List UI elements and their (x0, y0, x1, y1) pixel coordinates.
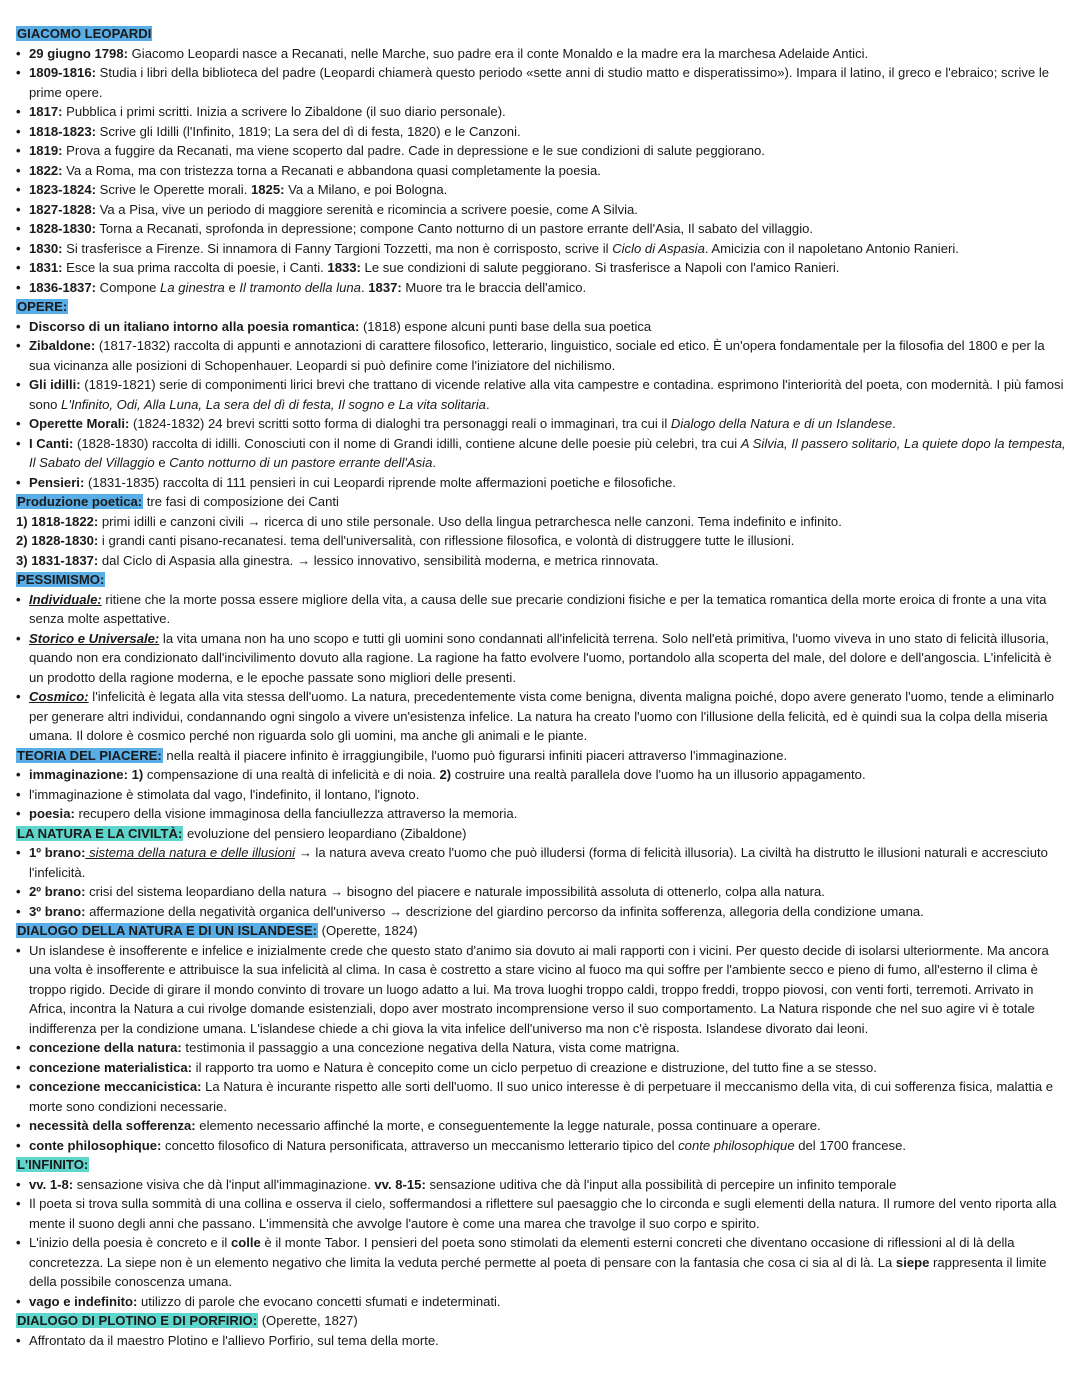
islandese-concezione-natura: • concezione della natura: testimonia il passaggio a una concezione negativa della Natura, vista come matrigna. (16, 1038, 1066, 1058)
bio-item-6: • 1823-1824: Scrive le Operette morali. 1825: Va a Milano, e poi Bologna. (16, 180, 1066, 200)
infinito-paragrafo-1: • Il poeta si trova sulla sommità di una collina e osserva il cielo, soffermandosi a riflettere sul paesaggio che lo circonda e sugli elementi della natura. Il rumore del vento riporta alla mente il suono degli anni che passano. L'immensità che avvolge l'autore è come una marea che travolge il suo corpo e spirito. (16, 1194, 1066, 1233)
islandese-concezione-meccanicistica: • concezione meccanicistica: La Natura è incurante rispetto alle sorti dell'uomo. Il suo unico interesse è di perpetuare il meccanismo della vita, di cui sofferenza fisica, malattia e morte sono condizioni necessarie. (16, 1077, 1066, 1116)
opere-zibaldone: • Zibaldone: (1817-1832) raccolta di appunti e annotazioni di carattere filosofico, letterario, linguistico, sociale ed etico. È un'opera fondamentale per la filosofia del 1800 e per la sua vicinanza alle posizioni di Schopenhauer. Leopardi si può definire come l'iniziatore del nichilismo. (16, 336, 1066, 375)
section-produzione (16, 492, 1066, 570)
pessimismo-individuale: • Individuale: ritiene che la morte possa essere migliore della vita, a causa delle sue precarie condizioni fisiche e per la tematica romantica della morte eroica di fronte a una vita senza molte aspettative. (16, 590, 1066, 629)
piacere-poesia: • poesia: recupero della visione immaginosa della fanciullezza attraverso la memoria. (16, 804, 1066, 824)
islandese-conte-philosophique: • conte philosophique: concetto filosofico di Natura personificata, attraverso un meccanismo letterario tipico del conte philosophique del 1700 francese. (16, 1136, 1066, 1156)
opere-idilli: • Gli idilli: (1819-1821) serie di componimenti lirici brevi che trattano di vicende relative alla vita campestre e contadina. esprimono l'interiorità del poeta, con modernità. I più famosi sono L'Infinito, Odi, Alla Luna, La sera del dì di festa, Il sogno e La vita solitaria. (16, 375, 1066, 414)
bio-item-10: • 1831: Esce la sua prima raccolta di poesie, i Canti. 1833: Le sue condizioni di salute peggiorano. Si trasferisce a Napoli con l'amico Ranieri. (16, 258, 1066, 278)
piacere-stimolata: • l'immaginazione è stimolata dal vago, l'indefinito, il lontano, l'ignoto. (16, 785, 1066, 805)
heading-pessimismo: PESSIMISMO: (17, 572, 105, 587)
bio-item-1: • 1809-1816: Studia i libri della biblioteca del padre (Leopardi chiamerà questo periodo «sette anni di studio matto e disperatissimo»). Impara il latino, il greco e l'ebraico; scrive le prime opere. (16, 63, 1066, 102)
opere-pensieri: • Pensieri: (1831-1835) raccolta di 111 pensieri in cui Leopardi riprende molte affermazioni poetiche e filosofiche. (16, 473, 1066, 493)
heading-teoria-del-piacere: TEORIA DEL PIACERE: (17, 747, 162, 763)
islandese-story: • Un islandese è insofferente e infelice e inizialmente crede che questo stato d'animo sia dovuto ai mali rapporti con i vicini. Per questo decide di isolarsi ulteriormente. Ma ancora una volta è insofferente e attribuisce la sua infelicità al clima. In casa è costretto a stare vicino al fuoco ma qui soffre per l'ambiente secco e pieno di fumo, all'esterno il clima è troppo rigido. Decide di girare il mondo convinto di trovare un luogo adatto a lui. Ma trova luoghi troppo caldi, troppo freddi, troppo piovosi, con venti forti, terremoti. Arrivato in Africa, incontra la Natura a cui rivolge domande esistenziali, dopo aver mostrato incomprensione verso il suo comportamento. La Natura risponde che nel suo agire vi è totale indifferenza per la condizione umana. L'islandese chiede a chi giova la vita infelice dell'universo ma non c'è risposta. Islandese divorato dai leoni. (16, 941, 1066, 1039)
plotino-item: • Affrontato da il maestro Plotino e l'allievo Porfirio, sul tema della morte. (16, 1331, 1066, 1351)
pessimismo-storico: • Storico e Universale: la vita umana non ha uno scopo e tutti gli uomini sono condannati all'infelicità terrena. Solo nell'età primitiva, l'uomo viveva in uno stato di felicità illusoria, quando non era condizionato dall'incivilimento dovuto alla ragione. La ragione ha fatto evolvere l'uomo, portandolo alla scoperta del male, del dolore e dell'angoscia. L'infelicità è un prodotto della ragione moderna, e le epoche passate sono migliori delle presenti. (16, 629, 1066, 688)
heading-dialogo-islandese: DIALOGO DELLA NATURA E DI UN ISLANDESE: (17, 923, 317, 938)
heading-natura-e-civilta: LA NATURA E LA CIVILTÀ: (17, 825, 183, 841)
infinito-vago-indefinito: • vago e indefinito: utilizzo di parole che evocano concetti sfumati e indeterminati. (16, 1292, 1066, 1312)
section-pessimismo (16, 570, 1066, 746)
section-piacere (16, 746, 1066, 824)
bio-item-0: • 29 giugno 1798: Giacomo Leopardi nasce a Recanati, nelle Marche, suo padre era il conte Monaldo e la madre era la marchesa Adelaide Antici. (16, 44, 1066, 64)
bio-item-7: • 1827-1828: Va a Pisa, vive un periodo di maggiore serenità e ricomincia a scrivere poesie, come A Silvia. (16, 200, 1066, 220)
infinito-versi: • vv. 1-8: sensazione visiva che dà l'input all'immaginazione. vv. 8-15: sensazione uditiva che dà l'input alla possibilità di percepire un infinito temporale (16, 1175, 1066, 1195)
bio-item-3: • 1818-1823: Scrive gli Idilli (l'Infinito, 1819; La sera del dì di festa, 1820) e le Canzoni. (16, 122, 1066, 142)
opere-discorso: • Discorso di un italiano intorno alla poesia romantica: (1818) espone alcuni punti base della sua poetica (16, 317, 1066, 337)
natura-brano-2: • 2º brano: crisi del sistema leopardiano della natura → bisogno del piacere e naturale impossibilità assoluta di ottenerlo, colpa alla natura. (16, 882, 1066, 902)
heading-giacomo-leopardi: GIACOMO LEOPARDI (17, 26, 152, 41)
opere-operette: • Operette Morali: (1824-1832) 24 brevi scritti sotto forma di dialoghi tra personaggi reali o immaginari, tra cui il Dialogo della Natura e di un Islandese. (16, 414, 1066, 434)
section-islandese (16, 921, 1066, 1155)
section-plotino (16, 1311, 1066, 1350)
section-bio (16, 24, 1066, 297)
produzione-phase-2: 2) 1828-1830: i grandi canti pisano-recanatesi. tema dell'universalità, con riflessione filosofica, e volontà di distruggere tutte le illusioni. (16, 533, 795, 548)
produzione-phase-3: 3) 1831-1837: dal Ciclo di Aspasia alla ginestra. → lessico innovativo, sensibilità moderna, e metrica rinnovata. (16, 552, 659, 568)
infinito-paragrafo-2: • L'inizio della poesia è concreto e il colle è il monte Tabor. I pensieri del poeta sono stimolati da elementi esterni concreti che diventano occasione di riflessioni al di là della concretezza. La siepe non è un elemento negativo che limita la veduta perché permette al poeta di pensare con la fantasia che cosa ci sia al di là. La siepe rappresenta il limite della possibile conoscenza umana. (16, 1233, 1066, 1292)
islandese-necessita-sofferenza: • necessità della sofferenza: elemento necessario affinché la morte, e conseguentemente la legge naturale, possa continuare a operare. (16, 1116, 1066, 1136)
islandese-concezione-materialistica: • concezione materialistica: il rapporto tra uomo e Natura è concepito come un ciclo perpetuo di creazione e distruzione, del tutto fine a se stesso. (16, 1058, 1066, 1078)
piacere-heading-line: TEORIA DEL PIACERE: nella realtà il piacere infinito è irraggiungibile, l'uomo può figurarsi infiniti piaceri attraverso l'immaginazione. (17, 747, 788, 763)
heading-dialogo-plotino-porfirio: DIALOGO DI PLOTINO E DI PORFIRIO: (17, 1313, 258, 1328)
bio-item-5: • 1822: Va a Roma, ma con tristezza torna a Recanati e abbandona quasi completamente la poesia. (16, 161, 1066, 181)
piacere-immaginazione: • immaginazione: 1) compensazione di una realtà di infelicità e di noia. 2) costruire una realtà parallela dove l'uomo ha un illusorio appagamento. (16, 765, 1066, 785)
heading-produzione-poetica: Produzione poetica: (17, 494, 143, 509)
produzione-phase-1: 1) 1818-1822: primi idilli e canzoni civili → ricerca di uno stile personale. Uso della lingua petrarchesca nelle canzoni. Tema indefinito e infinito. (16, 513, 842, 529)
bio-item-4: • 1819: Prova a fuggire da Recanati, ma viene scoperto dal padre. Cade in depressione e le sue condizioni di salute peggiorano. (16, 141, 1066, 161)
section-natura-civilta (16, 824, 1066, 922)
section-infinito (16, 1155, 1066, 1311)
islandese-heading-line: DIALOGO DELLA NATURA E DI UN ISLANDESE: (Operette, 1824) (17, 923, 418, 938)
opere-canti: • I Canti: (1828-1830) raccolta di idilli. Conosciuti con il nome di Grandi idilli, contiene alcune delle poesie più celebri, tra cui A Silvia, Il passero solitario, La quiete dopo la tempesta, Il Sabato del Villaggio e Canto notturno di un pastore errante dell'Asia. (16, 434, 1066, 473)
natura-brano-1: • 1º brano: sistema della natura e delle illusioni → la natura aveva creato l'uomo che può illudersi (forma di felicità illusoria). La civiltà ha distrutto le illusioni naturali e accresciuto l'infelicità. (16, 843, 1066, 882)
heading-opere: OPERE: (17, 299, 68, 314)
heading-infinito: L'INFINITO: (17, 1157, 89, 1172)
natura-brano-3: • 3º brano: affermazione della negatività organica dell'universo → descrizione del giardino percorso da infinita sofferenza, allegoria della condizione umana. (16, 902, 1066, 922)
bio-item-8: • 1828-1830: Torna a Recanati, sprofonda in depressione; compone Canto notturno di un pastore errante dell'Asia, Il sabato del villaggio. (16, 219, 1066, 239)
section-opere (16, 297, 1066, 492)
bio-item-9: • 1830: Si trasferisce a Firenze. Si innamora di Fanny Targioni Tozzetti, ma non è corrisposto, scrive il Ciclo di Aspasia. Amicizia con il napoletano Antonio Ranieri. (16, 239, 1066, 259)
natura-heading-line: LA NATURA E LA CIVILTÀ: evoluzione del pensiero leopardiano (Zibaldone) (17, 825, 467, 841)
bio-item-2: • 1817: Pubblica i primi scritti. Inizia a scrivere lo Zibaldone (il suo diario personale). (16, 102, 1066, 122)
bio-item-11: • 1836-1837: Compone La ginestra e Il tramonto della luna. 1837: Muore tra le braccia dell'amico. (16, 278, 1066, 298)
pessimismo-cosmico: • Cosmico: l'infelicità è legata alla vita stessa dell'uomo. La natura, precedentemente vista come benigna, diventa maligna poiché, dopo avere generato l'uomo, tende a eliminarlo per generare altri individui, condannando ogni singolo a vivere un'esistenza infelice. La natura ha creato l'uomo con l'illusione della felicità, ed è quindi sua la colpa della miseria umana. Il dolore è cosmico perché non riguarda solo gli uomini, ma anche gli animali e le piante. (16, 687, 1066, 746)
plotino-heading-line: DIALOGO DI PLOTINO E DI PORFIRIO: (Operette, 1827) (17, 1313, 358, 1328)
produzione-heading-line: Produzione poetica: tre fasi di composizione dei Canti (17, 494, 339, 509)
